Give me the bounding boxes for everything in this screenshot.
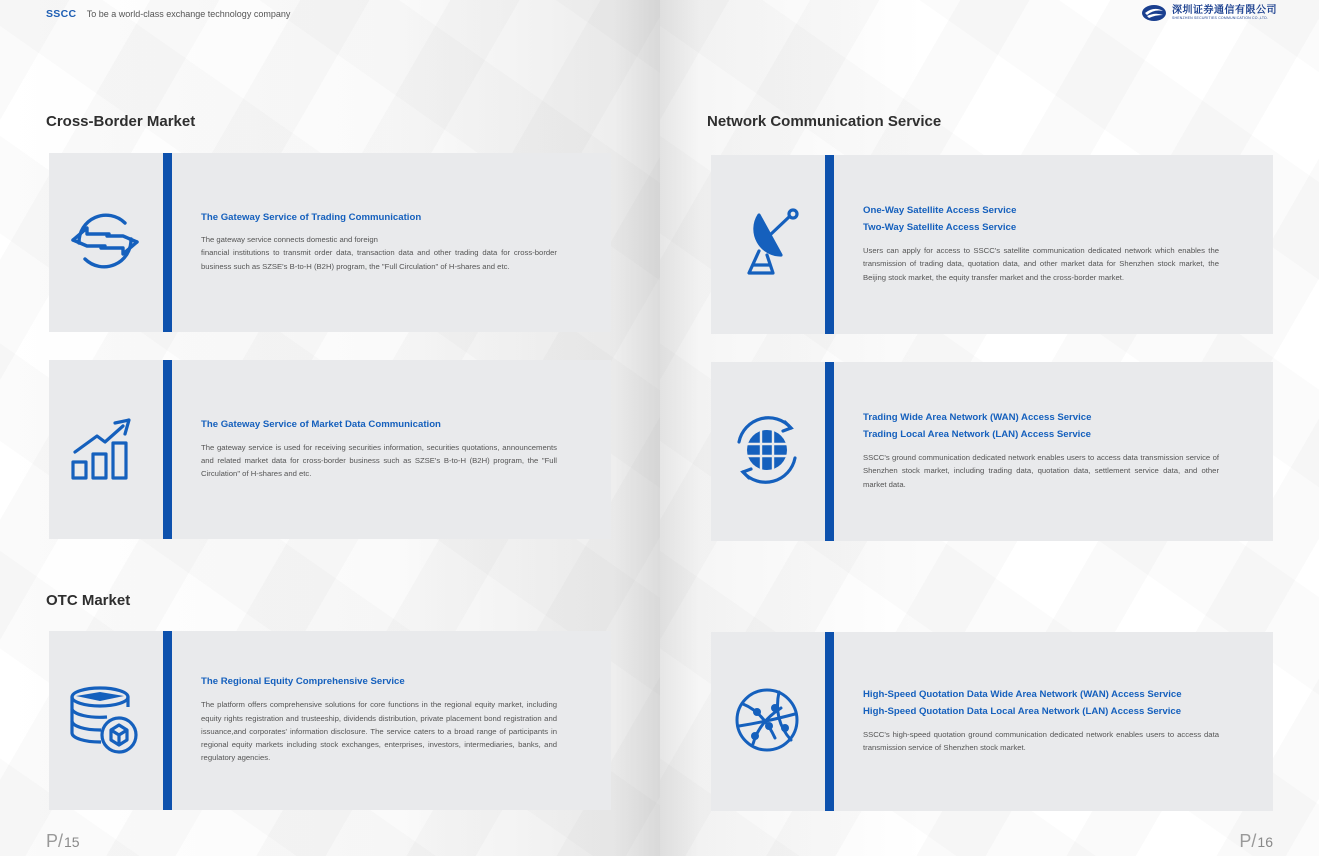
section-title-network: Network Communication Service [707, 113, 942, 130]
card-trading-network [711, 362, 1273, 541]
logo-text [1172, 6, 1277, 21]
card-accent-bar [163, 153, 172, 332]
card-accent-bar [163, 360, 172, 539]
card-title-2: High-Speed Quotation Data Local Area Network (LAN) Access Service [863, 705, 1182, 717]
globe-network-icon [729, 412, 805, 488]
card-title-1: High-Speed Quotation Data Wide Area Network (WAN) Access Service [863, 688, 1182, 700]
card-content [863, 155, 1219, 334]
card-title: The Gateway Service of Trading Communication [201, 212, 422, 224]
card-body: The gateway service is used for receiving securities information, securities quotations, announcements and related market data for cross-border business such as SZSE's B-to-H (B2H) program, the "Full Circulation" of H-shares and etc. [201, 442, 557, 479]
card-title: The Gateway Service of Market Data Communication [201, 418, 441, 430]
page-number [46, 831, 80, 852]
exchange-arrows-icon [67, 203, 143, 279]
logo-chinese-name: 深圳证券通信有限公司 [1172, 4, 1277, 16]
card-content [201, 153, 557, 332]
page-number-value: 16 [1257, 834, 1273, 850]
card-title-1: Trading Wide Area Network (WAN) Access Service [863, 412, 1092, 424]
card-body-line-2: financial institutions to transmit order data, transaction data and other trading data for cross-border business such as SZSE's B-to-H (B2H) program, the "Full Circulation" of H-shares and etc. [201, 248, 557, 271]
card-satellite-access [711, 155, 1273, 334]
card-title: The Regional Equity Comprehensive Service [201, 676, 405, 688]
page-number [1239, 831, 1273, 852]
card-content [201, 631, 557, 810]
card-title-1: One-Way Satellite Access Service [863, 205, 1017, 217]
card-title-2: Trading Local Area Network (LAN) Access Service [863, 429, 1092, 441]
logo-english-name: SHENZHEN SECURITIES COMMUNICATION CO.,LTD. [1172, 15, 1269, 20]
database-cube-icon [67, 681, 143, 757]
card-body: SSCC's high-speed quotation ground communication dedicated network enables users to access data transmission service of Shenzhen stock market. [863, 729, 1219, 752]
card-body: The platform offers comprehensive solutions for core functions in the regional equity market, including equity rights registration and trusteeship, dividends distribution, private placement bond registration and issuance,and corporates' information disclosure. The service caters to a broad range of participants in regional equity markets including stock exchanges, enterprises, investors, intermediaries, banks, and regulatory agencies. [201, 700, 557, 763]
card-accent-bar [825, 155, 834, 334]
tagline: To be a world-class exchange technology company [86, 9, 291, 19]
company-logo [1141, 4, 1277, 22]
right-page [660, 0, 1319, 856]
page-number-value: 15 [64, 834, 80, 850]
page-prefix: P/ [46, 831, 64, 851]
card-trading-gateway [49, 153, 611, 332]
brand-label: SSCC [46, 8, 77, 20]
section-title-cross-border: Cross-Border Market [46, 113, 196, 130]
section-title-otc: OTC Market [46, 592, 131, 609]
globe-nodes-icon [729, 682, 805, 758]
card-accent-bar [163, 631, 172, 810]
growth-chart-icon [67, 410, 143, 486]
logo-mark-icon [1141, 4, 1167, 22]
card-body-line-1: The gateway service connects domestic and foreign [201, 235, 378, 245]
page-prefix: P/ [1239, 831, 1257, 851]
satellite-dish-icon [729, 205, 805, 281]
card-market-data-gateway [49, 360, 611, 539]
card-quotation-network [711, 632, 1273, 811]
card-regional-equity [49, 631, 611, 810]
card-body [201, 233, 557, 273]
card-content [863, 362, 1219, 541]
header-line [46, 8, 290, 20]
card-body: Users can apply for access to SSCC's satellite communication dedicated network which enables the transmission of trading data, quotation data, and other market data for Shenzhen stock market, the Beijing stock market, the equity transfer market and the cross-border market. [863, 245, 1219, 282]
card-title-2: Two-Way Satellite Access Service [863, 222, 1017, 234]
card-body: SSCC's ground communication dedicated network enables users to access data transmission service of Shenzhen stock market, including trading data, quotation data, settlement service data, and other market data. [863, 452, 1219, 489]
card-content [201, 360, 557, 539]
card-content [863, 632, 1219, 811]
card-accent-bar [825, 362, 834, 541]
card-accent-bar [825, 632, 834, 811]
